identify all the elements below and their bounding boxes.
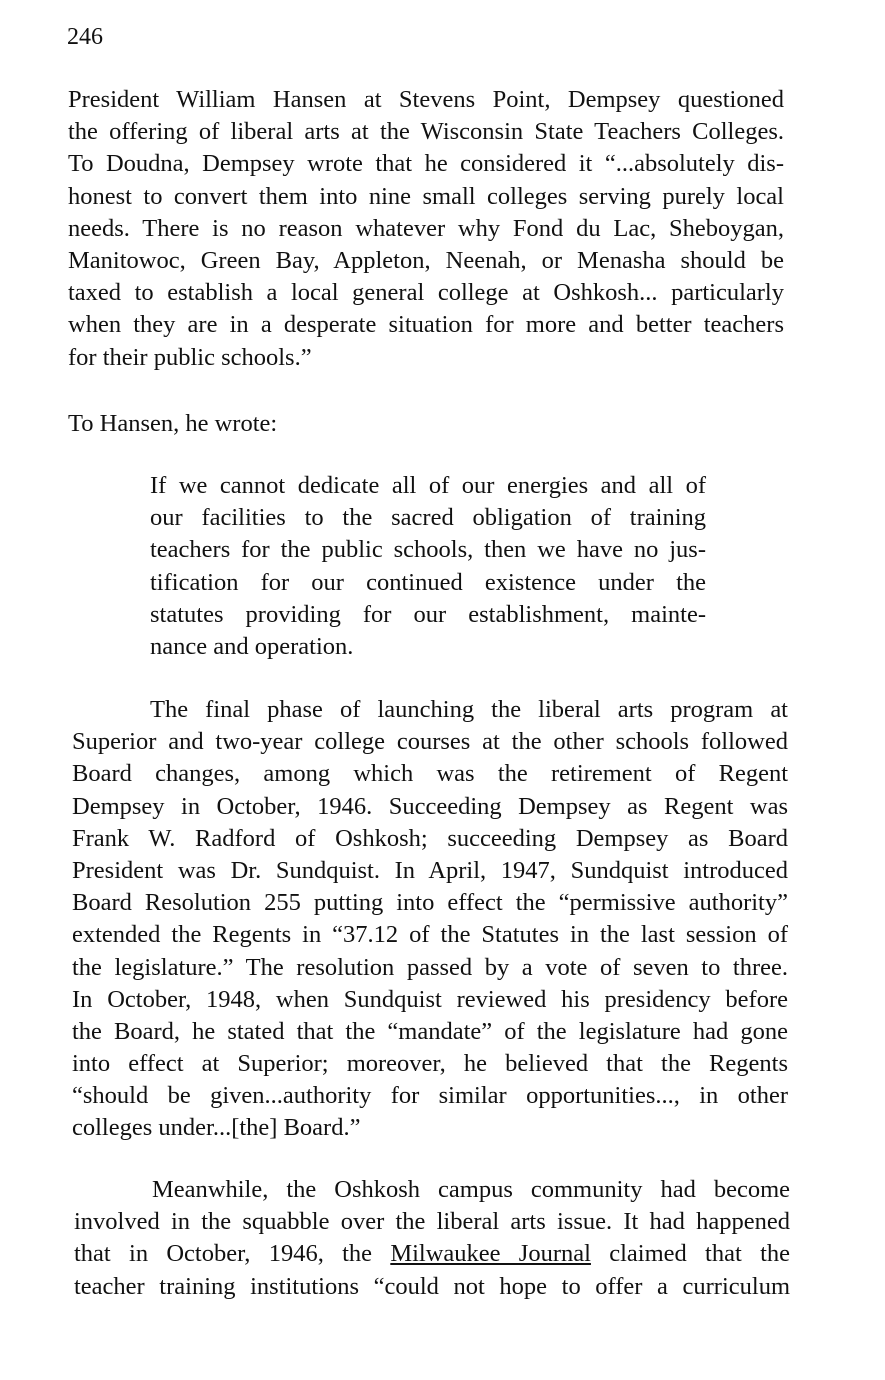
text-line: the legislature.” The resolution passed by a vote of seven to three. <box>72 953 788 981</box>
text-line: The final phase of launching the liberal arts program at <box>150 696 788 723</box>
text-segment: claimed that the <box>590 1240 790 1268</box>
quote-line: our facilities to the sacred obligation of training <box>150 504 706 532</box>
text-line: colleges under...[the] Board.” <box>72 1114 361 1142</box>
text-line: President was Dr. Sundquist. In April, 1947, Sundquist introduced <box>72 856 788 884</box>
newspaper-title: Milwaukee Journal <box>390 1240 591 1268</box>
text-line: into effect at Superior; moreover, he believed that the Regents <box>72 1050 788 1078</box>
text-line: Board changes, among which was the retirement of Regent <box>72 760 788 788</box>
quote-line: statutes providing for our establishment, mainte- <box>150 600 706 628</box>
text-line: teacher training institutions “could not hope to offer a curriculum <box>74 1272 790 1300</box>
text-line: President William Hansen at Stevens Point, Dempsey questioned <box>68 86 784 113</box>
paragraph-final-phase <box>72 694 788 1145</box>
text-line: Frank W. Radford of Oshkosh; succeeding Dempsey as Board <box>72 824 788 852</box>
text-line: Manitowoc, Green Bay, Appleton, Neenah, or Menasha should be <box>68 246 784 274</box>
text-line: Superior and two-year college courses at the other schools followed <box>72 728 788 756</box>
quote-line: teachers for the public schools, then we have no jus- <box>150 536 706 564</box>
text-segment: that in October, 1946, the <box>74 1240 391 1268</box>
text-line: To Doudna, Dempsey wrote that he considered it “...absolutely dis- <box>68 150 784 178</box>
paragraph-to-hansen <box>68 408 784 440</box>
text-line: the Board, he stated that the “mandate” of the legislature had gone <box>72 1017 788 1045</box>
text-line: To Hansen, he wrote: <box>68 410 278 437</box>
paragraph-meanwhile <box>74 1174 790 1303</box>
paragraph-dempsey-letters <box>68 84 784 374</box>
text-line-with-title <box>74 1238 790 1270</box>
blockquote <box>150 470 706 663</box>
text-line: for their public schools.” <box>68 343 312 371</box>
text-line: extended the Regents in “37.12 of the Statutes in the last session of <box>72 921 788 949</box>
text-line: Meanwhile, the Oshkosh campus community had become <box>152 1176 790 1203</box>
text-line: when they are in a desperate situation for more and better teachers <box>68 311 784 339</box>
text-line: the offering of liberal arts at the Wisconsin State Teachers Colleges. <box>68 118 784 146</box>
text-line: involved in the squabble over the liberal arts issue. It had happened <box>74 1208 790 1236</box>
quote-line: If we cannot dedicate all of our energies and all of <box>150 472 706 499</box>
text-line: honest to convert them into nine small colleges serving purely local <box>68 182 784 210</box>
text-line: taxed to establish a local general college at Oshkosh... particularly <box>68 279 784 307</box>
text-line: Board Resolution 255 putting into effect the “permissive authority” <box>72 889 788 917</box>
page-number: 246 <box>67 24 103 50</box>
text-line: In October, 1948, when Sundquist reviewed his presidency before <box>72 985 788 1013</box>
text-line: Dempsey in October, 1946. Succeeding Dempsey as Regent was <box>72 792 788 820</box>
quote-line: tification for our continued existence under the <box>150 568 706 596</box>
quote-line: nance and operation. <box>150 632 354 660</box>
text-line: needs. There is no reason whatever why Fond du Lac, Sheboygan, <box>68 214 784 242</box>
text-line: “should be given...authority for similar opportunities..., in other <box>72 1082 788 1110</box>
